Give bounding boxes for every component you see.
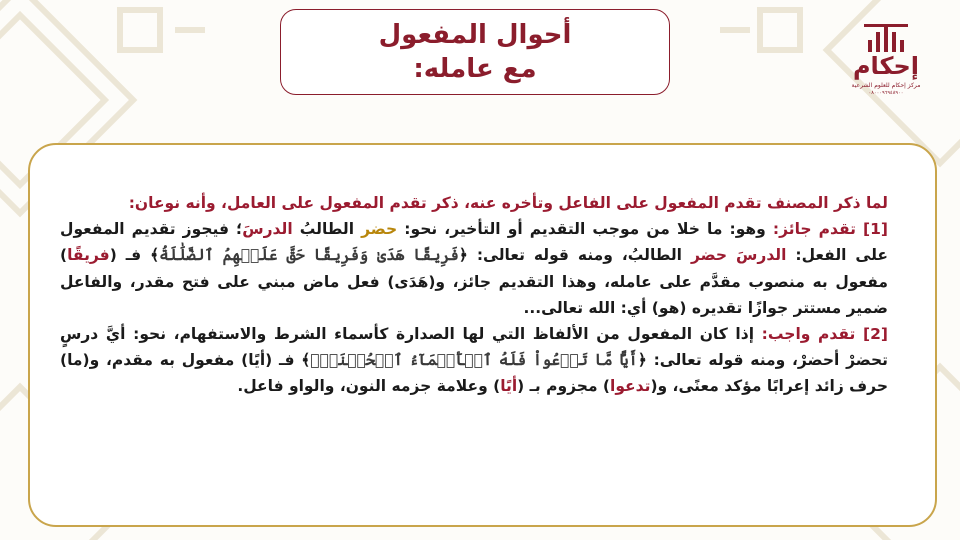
section-1-paragraph [60, 216, 888, 321]
logo-name: إحكام [852, 52, 920, 80]
example-word: فريقًا [67, 246, 110, 265]
quran-highlight: تَدۡعُواْ [532, 350, 588, 370]
example-word: حضر [361, 220, 398, 239]
quran-text: هَدَىٰ وَ [359, 245, 414, 265]
logo-mark-icon [854, 22, 918, 52]
intro-paragraph [60, 190, 888, 216]
brand-logo [836, 22, 936, 98]
section-2-text: ﴾ فـ (أيًا) مفعول به مقدم، و(ما) حرف زائد إعرابًا مؤكد معنًى، و( [60, 351, 888, 396]
section-2-text: ) وعلامة جزمه النون، والواو فاعل. [237, 377, 501, 396]
logo-subtitle: مركز إحكام للعلوم الشرعية [851, 82, 921, 89]
intro-text: لما ذكر المصنف تقدم المفعول على الفاعل وتأخره عنه، ذكر تقدم المفعول على العامل، وأنه نوعان: [128, 194, 888, 212]
section-1-text: وهو: ما خلا من موجب التقديم أو التأخير، نحو: [397, 220, 773, 239]
lesson-content [60, 190, 888, 400]
section-2-paragraph [60, 321, 888, 400]
quran-highlight: أَيًّا [619, 350, 638, 370]
example-word: أيًا [500, 377, 518, 396]
section-2-text: إذا كان المفعول من الألفاظ التي لها الصدارة كأسماء الشرط والاستفهام، نحو: أيَّ درسٍ تحضرْ أحضرْ، ومنه قوله تعالى: ﴿ [60, 325, 888, 370]
section-1-text: الطالبُ، ومنه قوله تعالى: ﴿ [458, 246, 691, 265]
section-1-text: ﴾ فـ ( [109, 246, 160, 265]
section-2-text: ) مجزوم بـ ( [517, 377, 611, 396]
section-1-text: ) مفعول به منصوب مقدَّم على عامله، وهذا التقديم جائز، و(هَدَى) فعل ماض مبني على فتح مقدر، والفاعل ضمير مستتر جوازًا تقديره (هو) أي: الله تعالى... [60, 246, 888, 317]
quran-text: فَلَهُ ٱلۡأَسۡمَآءُ ٱلۡحُسۡنَىٰۚ [310, 350, 533, 370]
example-word: الدرسَ حضر [690, 246, 787, 265]
section-1-text: ؛ فيجوز تقديم المفعول على الفعل: [60, 220, 889, 265]
slide-title-line-1: أحوال المفعول [378, 20, 572, 50]
example-word: تدعوا [610, 377, 651, 396]
section-2-heading: [2] تقدم واجب: [761, 325, 888, 344]
slide-title-box [280, 9, 670, 95]
example-word: الدرسَ [242, 220, 293, 239]
section-1-heading: [1] تقدم جائز: [772, 220, 888, 239]
quran-text: مَّا [587, 350, 620, 370]
quran-text: حَقَّ عَلَيۡهِمُ ٱلضَّلَٰلَةُ [159, 245, 314, 265]
quran-highlight: فَرِيقًا [413, 245, 459, 265]
slide-title-line-2: مع عامله: [413, 54, 537, 84]
logo-phone: ٠٨٠٠٠٩٦٩٤٨٩٠٠ [868, 90, 904, 96]
quran-highlight: فَرِيقًا [313, 245, 360, 265]
section-1-text: الطالبُ [292, 220, 362, 239]
